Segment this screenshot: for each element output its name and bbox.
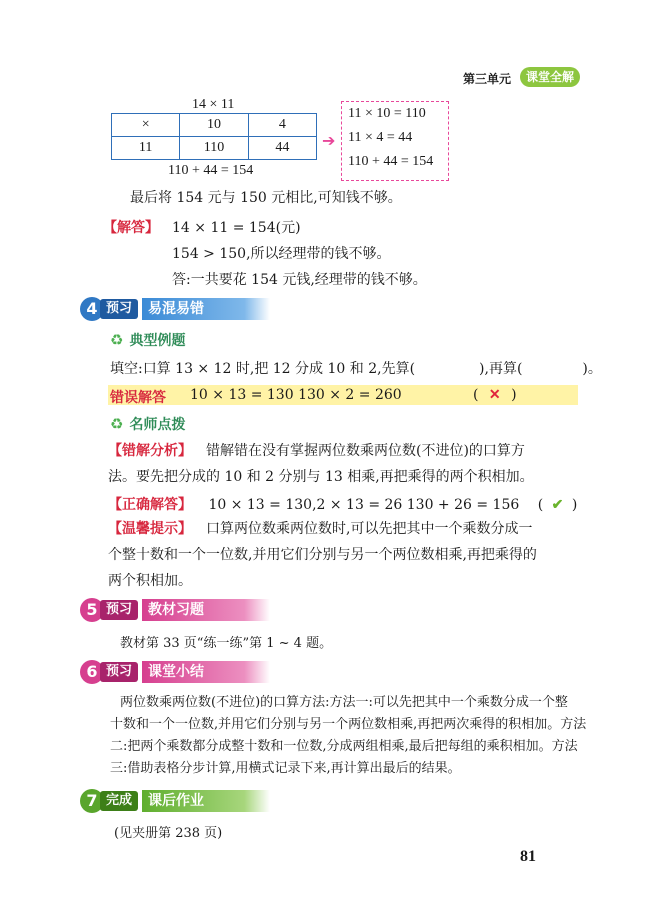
summary-line: 十数和一个一位数,并用它们分别与另一个两位数相乘,再把两次乘得的积相加。方法 <box>110 717 587 732</box>
section-4-banner <box>80 297 270 321</box>
question-part-b: ),再算( <box>479 361 523 377</box>
analysis-label: 【错解分析】 <box>108 443 192 459</box>
section-number: 6 <box>80 660 104 684</box>
correct-answer <box>108 494 577 514</box>
section-title: 课后作业 <box>142 790 270 812</box>
answer-label: 【解答】 <box>103 220 159 236</box>
question-part-c: )。 <box>582 361 602 377</box>
correct-text: 10 × 13 = 130,2 × 13 = 26 130 + 26 = 156 <box>208 497 520 513</box>
calc-steps-box <box>341 101 449 181</box>
analysis-line: 法。要先把分成的 10 和 2 分别与 13 相乘,再把乘得的两个积相加。 <box>108 469 534 485</box>
section-5-text: 教材第 33 页“练一练”第 1 ~ 4 题。 <box>120 636 333 651</box>
summary-block <box>110 692 590 780</box>
arrow-right-icon: ➔ <box>322 131 336 150</box>
unit-label: 第三单元 <box>463 72 512 86</box>
summary-line: 二:把两个乘数都分成整十数和一位数,分成两组相乘,最后把每组的乘积相加。方法 <box>110 739 578 754</box>
analysis-text-1: 错解错在没有掌握两位数乘两位数(不进位)的口算方 <box>206 443 525 459</box>
tips-heading-text: 名师点拨 <box>129 417 186 433</box>
calc-step: 11 × 4 = 44 <box>348 130 413 145</box>
paren-close: ) <box>511 387 517 403</box>
wrong-answer-text: 10 × 13 = 130 130 × 2 = 260 <box>190 387 402 403</box>
section-title: 易混易错 <box>142 298 270 320</box>
analysis-line <box>108 438 578 464</box>
table-cell: 11 <box>112 137 180 160</box>
reminder-line <box>108 516 583 542</box>
calc-step: 110 + 44 = 154 <box>348 154 434 169</box>
table-cell: × <box>112 114 180 137</box>
final-compare: 最后将 154 元与 150 元相比,可知钱不够。 <box>130 190 402 206</box>
summary-line: 两位数乘两位数(不进位)的口算方法:方法一:可以先把其中一个乘数分成一个整 <box>120 695 568 710</box>
question <box>110 358 602 378</box>
section-5-banner <box>80 598 270 622</box>
table-cell: 10 <box>180 114 248 137</box>
reminder-line: 两个积相加。 <box>108 573 192 589</box>
reminder-line: 个整十数和一个一位数,并用它们分别与另一个两位数相乘,再把乘得的 <box>108 547 537 563</box>
wrong-mark <box>473 387 517 403</box>
cross-icon: ✕ <box>488 387 501 403</box>
calc-title: 14 × 11 <box>192 97 235 112</box>
table-cell: 4 <box>248 114 316 137</box>
reminder-block <box>108 516 583 594</box>
tips-heading <box>110 414 185 434</box>
table-cell: 110 <box>180 137 248 160</box>
section-tag: 预习 <box>100 299 138 319</box>
section-number: 5 <box>80 598 104 622</box>
question-part-a: 填空:口算 13 × 12 时,把 12 分成 10 和 2,先算( <box>110 361 416 377</box>
calc-sum: 110 + 44 = 154 <box>168 163 254 178</box>
answer-line-1: 14 × 11 = 154(元) <box>172 220 301 236</box>
analysis-block <box>108 438 578 490</box>
example-heading-text: 典型例题 <box>129 333 186 349</box>
section-number: 4 <box>80 297 104 321</box>
section-number: 7 <box>80 789 104 813</box>
recycle-icon: ♻ <box>110 331 124 349</box>
section-6-banner <box>80 660 270 684</box>
section-7-text: (见夹册第 238 页) <box>114 826 223 841</box>
calc-step: 11 × 10 = 110 <box>348 106 426 121</box>
page-number: 81 <box>520 848 536 865</box>
recycle-icon: ♻ <box>110 415 124 433</box>
header-badge: 课堂全解 <box>520 67 580 87</box>
table-cell: 44 <box>248 137 316 160</box>
section-tag: 预习 <box>100 662 138 682</box>
table-row <box>112 114 317 137</box>
section-tag: 完成 <box>100 791 138 811</box>
answer-line-3: 答:一共要花 154 元钱,经理带的钱不够。 <box>172 272 427 288</box>
paren-close: ) <box>571 497 578 513</box>
check-icon: ✔ <box>551 497 564 513</box>
section-title: 课堂小结 <box>142 661 270 683</box>
section-title: 教材习题 <box>142 599 270 621</box>
answer-line-2: 154 > 150,所以经理带的钱不够。 <box>172 246 391 262</box>
example-heading <box>110 330 185 350</box>
correct-label: 【正确解答】 <box>108 497 192 513</box>
section-tag: 预习 <box>100 600 138 620</box>
table-row <box>112 137 317 160</box>
calc-table <box>111 113 317 160</box>
wrong-answer-label: 错误解答 <box>110 390 166 406</box>
section-7-banner <box>80 789 270 813</box>
reminder-text-1: 口算两位数乘两位数时,可以先把其中一个乘数分成一 <box>206 521 533 537</box>
reminder-label: 【温馨提示】 <box>108 521 192 537</box>
paren-open: ( <box>537 497 544 513</box>
paren-open: ( <box>473 387 479 403</box>
summary-line: 三:借助表格分步计算,用横式记录下来,再计算出最后的结果。 <box>110 761 461 776</box>
